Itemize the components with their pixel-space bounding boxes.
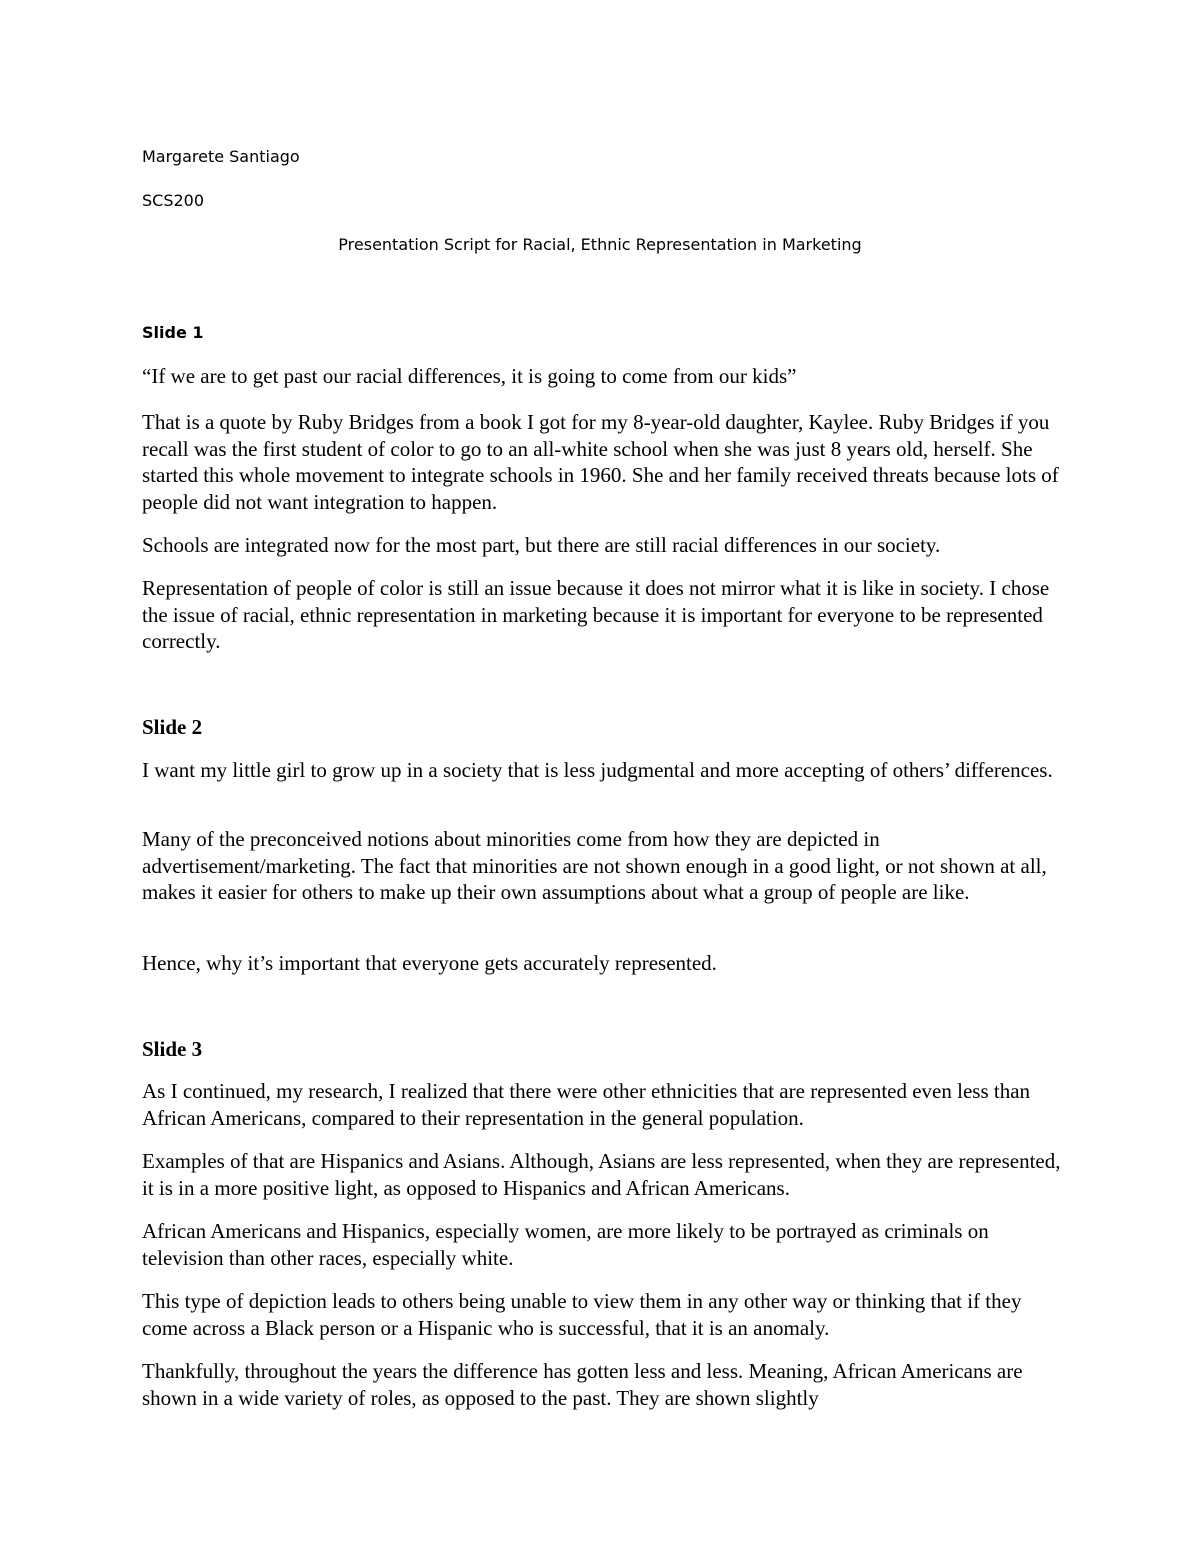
- slide-3-paragraph-5: Thankfully, throughout the years the difference has gotten less and less. Meaning, African Americans are shown in a wide variety of roles, as opposed to the past. They are shown slightly: [142, 1359, 1023, 1410]
- slide-2-paragraph-1: I want my little girl to grow up in a society that is less judgmental and more accepting of others’ differences.: [142, 758, 1053, 782]
- slide-2-heading: Slide 2: [142, 715, 203, 739]
- slide-1-paragraph-3: Representation of people of color is still an issue because it does not mirror what it is like in society. I chose the issue of racial, ethnic representation in marketing because it is important for everyone to be represented correctly.: [142, 576, 1050, 653]
- author-name: Margarete Santiago: [142, 147, 300, 166]
- slide-1-heading: Slide 1: [142, 323, 204, 342]
- slide-2-paragraph-2: Many of the preconceived notions about minorities come from how they are depicted in advertisement/marketing. The fact that minorities are not shown enough in a good light, or not shown at all, makes it easier for others to make up their own assumptions about what a group of people are like.: [142, 827, 1047, 904]
- document-title: Presentation Script for Racial, Ethnic Representation in Marketing: [338, 235, 862, 254]
- slide-1-paragraph-2: Schools are integrated now for the most part, but there are still racial differences in our society.: [142, 533, 941, 557]
- slide-3-paragraph-1: As I continued, my research, I realized that there were other ethnicities that are represented even less than African Americans, compared to their representation in the general population.: [142, 1079, 1031, 1130]
- slide-2-paragraph-3: Hence, why it’s important that everyone gets accurately represented.: [142, 951, 717, 975]
- slide-3-paragraph-3: African Americans and Hispanics, especially women, are more likely to be portrayed as criminals on television than other races, especially white.: [142, 1219, 989, 1270]
- slide-3-heading: Slide 3: [142, 1037, 203, 1061]
- slide-1-paragraph-1: That is a quote by Ruby Bridges from a book I got for my 8-year-old daughter, Kaylee. Ruby Bridges if you recall was the first student of color to go to an all-white school when she was just 8 years old, herself. She started this whole movement to integrate schools in 1960. She and her family received threats because lots of people did not want integration to happen.: [142, 410, 1059, 514]
- course-code: SCS200: [142, 191, 205, 210]
- slide-1-quote: “If we are to get past our racial differences, it is going to come from our kids”: [142, 364, 797, 388]
- slide-3-paragraph-4: This type of depiction leads to others being unable to view them in any other way or thinking that if they come across a Black person or a Hispanic who is successful, that it is an anomaly.: [142, 1289, 1022, 1340]
- slide-3-paragraph-2: Examples of that are Hispanics and Asians. Although, Asians are less represented, when they are represented, it is in a more positive light, as opposed to Hispanics and African Americans.: [142, 1149, 1061, 1200]
